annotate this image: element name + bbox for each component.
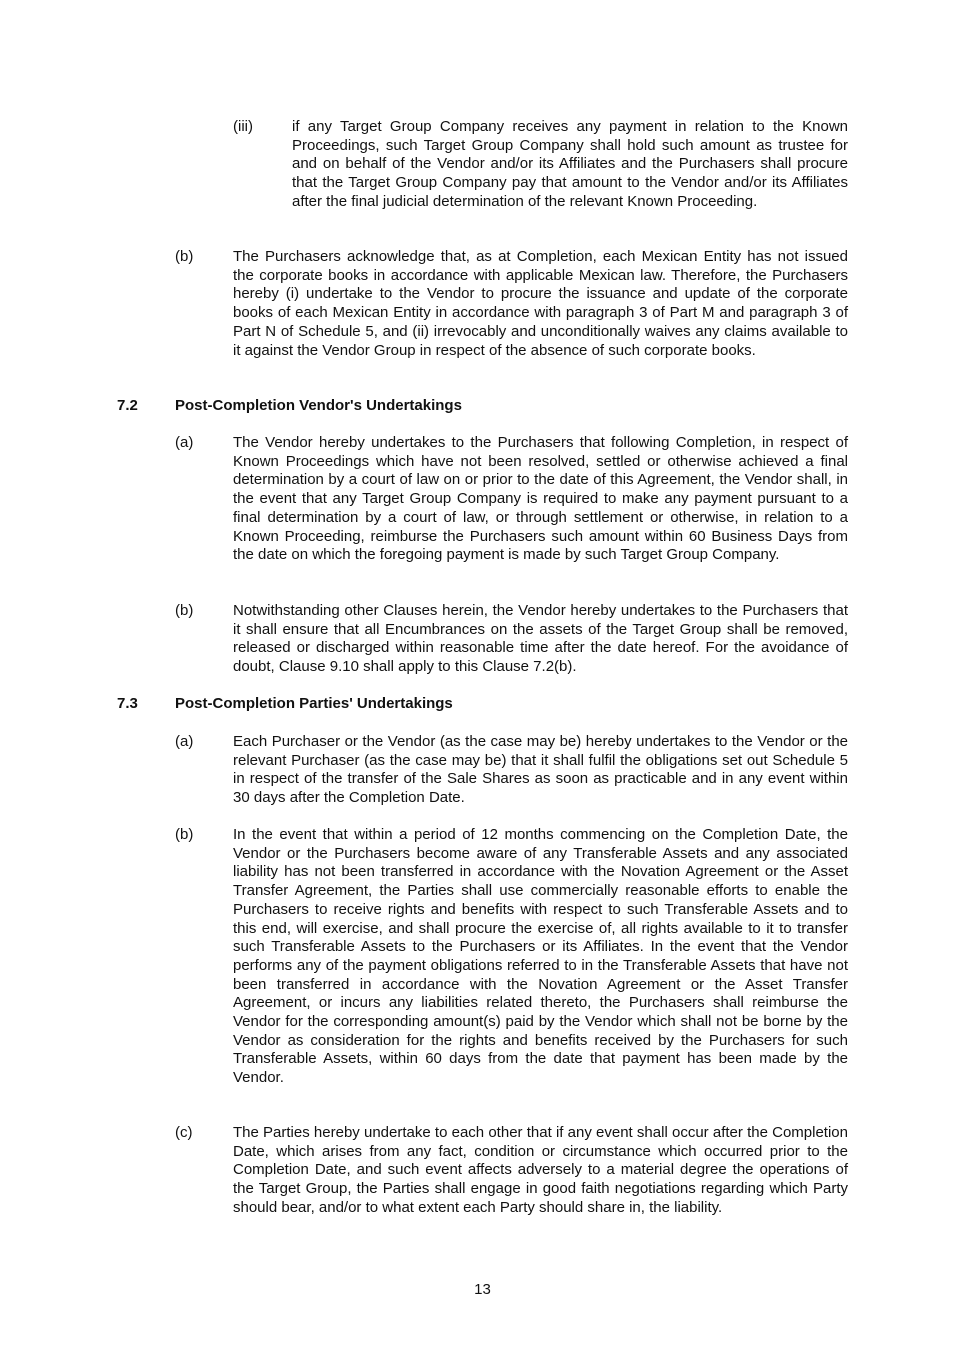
- clause-text: The Parties hereby undertake to each other that if any event shall occur after the Completion Date, which arises from any fact, condition or circumstance which occurred prior to the Completion Date, and such event affects adversely to a material degree the operations of the Target Group, the Parties shall engage in good faith negotiations regarding which Party should bear, and/or to what extent each Party should share in, the liability.: [233, 1124, 848, 1216]
- page-number: 13: [474, 1281, 491, 1298]
- clause-label: (iii): [233, 118, 253, 135]
- clause-text: The Purchasers acknowledge that, as at Completion, each Mexican Entity has not issued the corporate books in accordance with applicable Mexican law. Therefore, the Purchasers hereby (i) undertake to the Vendor to procure the issuance and update of the corporate books of each Mexican Entity in accordance with paragraph 3 of Part M and paragraph 3 of Part N of Schedule 5, and (ii) irrevocably and unconditionally waives any claims available to it against the Vendor Group in respect of the absence of such corporate books.: [233, 248, 848, 359]
- clause-text: The Vendor hereby undertakes to the Purchasers that following Completion, in respect of Known Proceedings which have not been resolved, settled or otherwise achieved a final determination by a court of law on or prior to the date of this Agreement, the Vendor shall, in the event that any Target Group Company is required to make any payment pursuant to a final determination by a court of law, or through settlement or otherwise, in relation to a Known Proceeding, reimburse the Purchasers such amount within 60 Business Days from the date on which the foregoing payment is made by such Target Group Company.: [233, 434, 848, 564]
- clause-label: (b): [175, 826, 194, 843]
- section-number: 7.2: [117, 397, 138, 414]
- section-title: Post-Completion Vendor's Undertakings: [175, 397, 462, 414]
- section-title: Post-Completion Parties' Undertakings: [175, 695, 453, 712]
- section-number: 7.3: [117, 695, 138, 712]
- clause-label: (a): [175, 733, 194, 750]
- clause-label: (c): [175, 1124, 193, 1141]
- clause-text: Each Purchaser or the Vendor (as the case may be) hereby undertakes to the Vendor or the relevant Purchaser (as the case may be) that it shall fulfil the obligations set out Schedule 5 in respect of the transfer of the Sale Shares as soon as practicable and in any event within 30 days after the Completion Date.: [233, 733, 848, 807]
- clause-text: if any Target Group Company receives any payment in relation to the Known Proceedings, such Target Group Company shall hold such amount as trustee for and on behalf of the Vendor and/or its Affiliates and the Purchasers shall procure that the Target Group Company pay that amount to the Vendor and/or its Affiliates after the final judicial determination of the relevant Known Proceeding.: [292, 118, 848, 210]
- clause-text: In the event that within a period of 12 months commencing on the Completion Date, the Vendor or the Purchasers become aware of any Transferable Assets and any associated liability has not been transferred in accordance with the Novation Agreement or the Asset Transfer Agreement, the Parties shall use commercially reasonable efforts to enable the Purchasers to receive rights and benefits with respect to such Transferable Assets and to this end, will exercise, and shall procure the exercise of, all rights available to it to transfer such Transferable Assets to the Purchasers or its Affiliates. In the event that the Vendor performs any of the payment obligations referred to in the Transferable Assets that have not been transferred in accordance with the Novation Agreement or the Asset Transfer Agreement, or incurs any liabilities related thereto, the Purchasers shall reimburse the Vendor for the corresponding amount(s) paid by the Vendor which shall not be borne by the Vendor as consideration for the rights and benefits received by the Purchasers for such Transferable Assets, within 60 days from the date that payment has been made by the Vendor.: [233, 826, 848, 1087]
- clause-label: (b): [175, 248, 194, 265]
- clause-label: (b): [175, 602, 194, 619]
- clause-text: Notwithstanding other Clauses herein, the Vendor hereby undertakes to the Purchasers that it shall ensure that all Encumbrances on the assets of the Target Group shall be removed, released or discharged within reasonable time after the date hereof. For the avoidance of doubt, Clause 9.10 shall apply to this Clause 7.2(b).: [233, 602, 848, 676]
- clause-label: (a): [175, 434, 194, 451]
